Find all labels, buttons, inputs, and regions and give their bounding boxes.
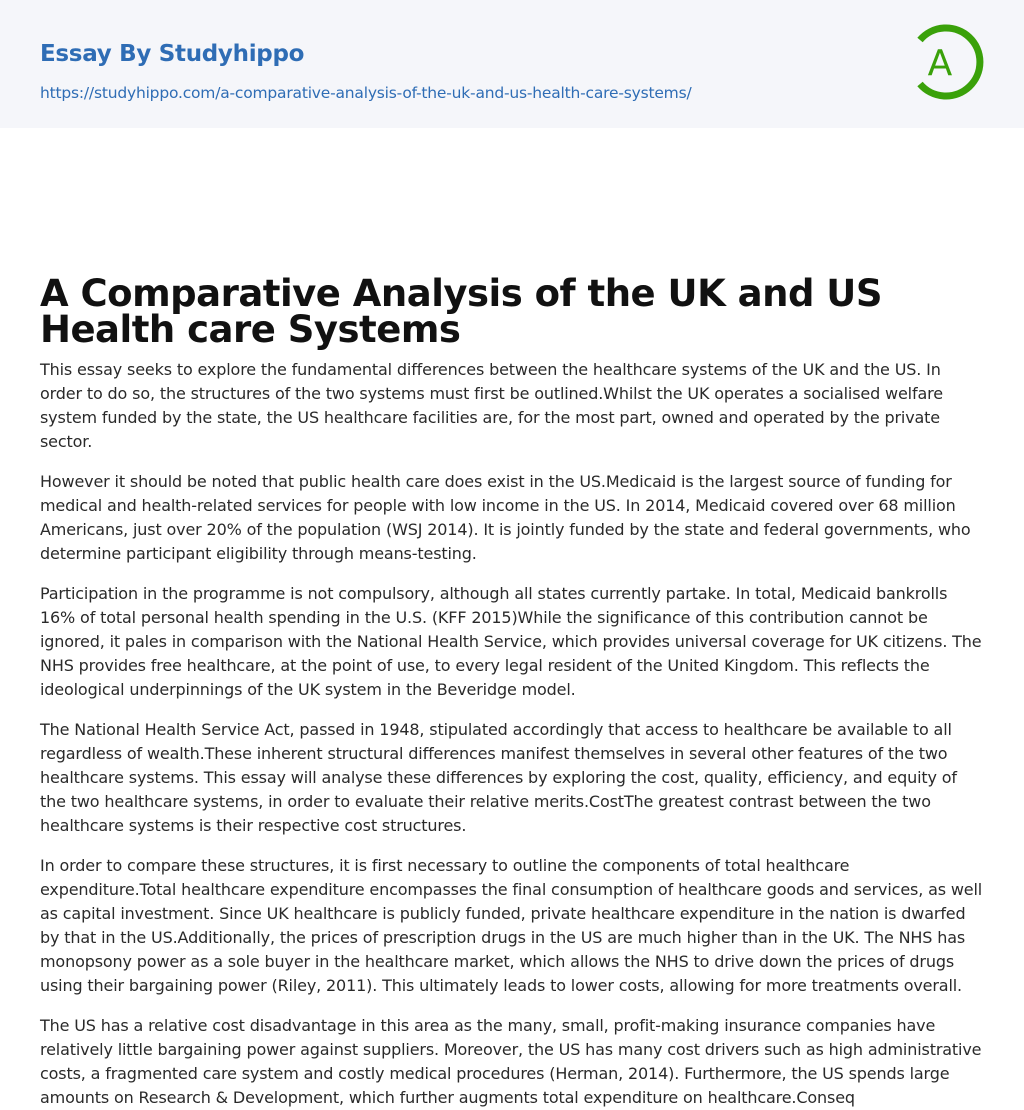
- essay-paragraph: In order to compare these structures, it is first necessary to outline the components of total healthcare expenditure.Total healthcare expenditure encompasses the final consumption of healthcare goods and services, as well as capital investment. Since UK healthcare is publicly funded, private healthcare expenditure in the nation is dwarfed by that in the US.Additionally, the prices of prescription drugs in the US are much higher than in the UK. The NHS has monopsony power as a sole buyer in the healthcare market, which allows the NHS to drive down the prices of drugs using their bargaining power (Riley, 2011). This ultimately leads to lower costs, allowing for more treatments overall.: [40, 856, 983, 995]
- logo-letter: A: [927, 43, 953, 84]
- site-header: [0, 0, 1024, 128]
- essay-paragraph: The National Health Service Act, passed in 1948, stipulated accordingly that access to healthcare be available to all regardless of wealth.These inherent structural differences manifest themselves in several other features of the two healthcare systems. This essay will analyse these differences by exploring the cost, quality, efficiency, and equity of the two healthcare systems, in order to evaluate their relative merits.CostThe greatest contrast between the two healthcare systems is their respective cost structures.: [40, 720, 957, 835]
- essay-paragraph: The US has a relative cost disadvantage in this area as the many, small, profit-making insurance companies have relatively little bargaining power against suppliers. Moreover, the US has many cost drivers such as high administrative costs, a fragmented care system and costly medical procedures (Herman, 2014). Furthermore, the US spends large amounts on Research & Development, which further augments total expenditure on healthcare.Conseq: [40, 1016, 982, 1107]
- essay-paragraph: However it should be noted that public health care does exist in the US.Medicaid is the largest source of funding for medical and health-related services for people with low income in the US. In 2014, Medicaid covered over 68 million Americans, just over 20% of the population (WSJ 2014). It is jointly funded by the state and federal governments, who determine participant eligibility through means-testing.: [40, 472, 971, 563]
- essay-title: A Comparative Analysis of the UK and US Health care Systems: [40, 272, 882, 351]
- essay-url-link[interactable]: https://studyhippo.com/a-comparative-analysis-of-the-uk-and-us-health-care-systems/: [40, 84, 692, 102]
- essay-content: [0, 128, 1024, 1110]
- studyhippo-logo-icon[interactable]: [906, 20, 990, 104]
- brand-title: Essay By Studyhippo: [40, 41, 305, 67]
- essay-paragraph: This essay seeks to explore the fundamental differences between the healthcare systems of the UK and the US. In order to do so, the structures of the two systems must first be outlined.Whilst the UK operates a socialised welfare system funded by the state, the US healthcare facilities are, for the most part, owned and operated by the private sector.: [40, 360, 943, 451]
- essay-paragraph: Participation in the programme is not compulsory, although all states currently partake. In total, Medicaid bankrolls 16% of total personal health spending in the U.S. (KFF 2015)While the significance of this contribution cannot be ignored, it pales in comparison with the National Health Service, which provides universal coverage for UK citizens. The NHS provides free healthcare, at the point of use, to every legal resident of the United Kingdom. This reflects the ideological underpinnings of the UK system in the Beveridge model.: [40, 584, 982, 699]
